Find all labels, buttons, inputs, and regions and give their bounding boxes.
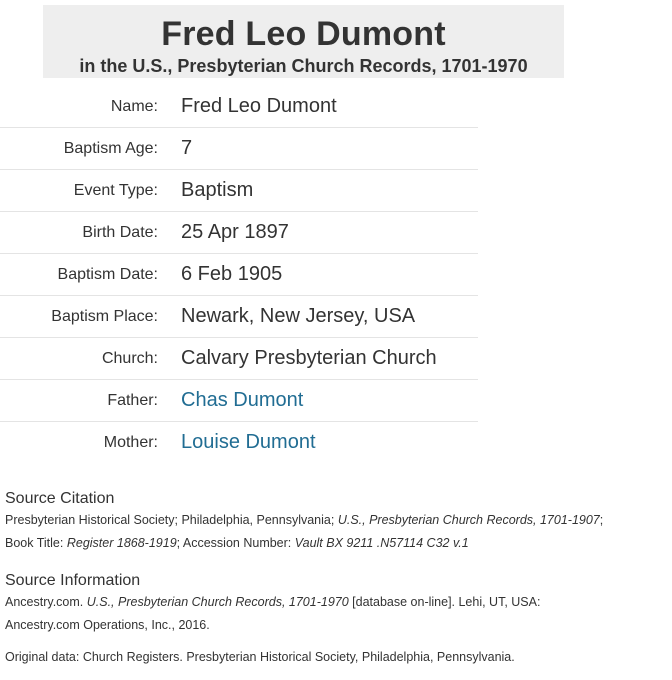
record-title: Fred Leo Dumont [161,15,446,53]
citation-collection-title: U.S., Presbyterian Church Records, 1701-1907 [337,513,600,527]
citation-accession-label: ; Accession Number: [176,536,295,550]
field-row-baptism-age [0,128,478,170]
source-citation-text [5,509,670,555]
source-citation-line-2 [5,532,670,555]
source-information-section [5,571,670,637]
field-label: Church: [0,338,158,380]
field-label: Father: [0,380,158,422]
source-citation-section [5,489,670,555]
field-row-baptism-date [0,254,478,296]
source-citation-line-1 [5,509,670,532]
field-value: 7 [158,128,478,170]
field-row-baptism-place [0,296,478,338]
field-label: Mother: [103,433,158,451]
citation-book-title-label: Book Title: [5,536,67,550]
field-row-church [0,338,478,380]
father-link[interactable]: Chas Dumont [158,380,478,422]
field-value: 25 Apr 1897 [158,212,478,254]
citation-separator: ; [599,513,604,527]
field-label: Name: [0,86,158,128]
field-value: Baptism [158,170,478,212]
mother-link[interactable]: Louise Dumont [181,431,316,453]
citation-accession-number: Vault BX 9211 .N57114 C32 v.1 [294,536,469,550]
record-fields-table [0,86,478,463]
field-value: 6 Feb 1905 [158,254,478,296]
field-row-birth-date [0,212,478,254]
field-label: Birth Date: [0,212,158,254]
field-label: Baptism Age: [0,128,158,170]
field-row-event-type [0,170,478,212]
field-label: Baptism Date: [0,254,158,296]
original-data-section [5,646,670,669]
field-value: Fred Leo Dumont [158,86,478,128]
source-information-text [5,591,670,637]
citation-society: Presbyterian Historical Society; Philadelphia, Pennsylvania; [5,513,338,527]
info-database-details: [database on-line]. Lehi, UT, USA: [348,595,541,609]
info-publisher: Ancestry.com. [5,595,87,609]
field-value: Newark, New Jersey, USA [158,296,478,338]
source-information-line-2: Ancestry.com Operations, Inc., 2016. [5,618,210,632]
record-title-box [43,5,564,78]
record-subtitle: in the U.S., Presbyterian Church Records, 1701-1970 [79,56,528,76]
field-label: Event Type: [0,170,158,212]
source-information-line-1 [5,591,670,614]
field-label: Baptism Place: [0,296,158,338]
info-database-title: U.S., Presbyterian Church Records, 1701-1970 [86,595,349,609]
original-data-text: Original data: Church Registers. Presbyterian Historical Society, Philadelphia, Pennsylvania. [5,650,515,664]
field-row-name [0,86,478,128]
field-row-father [0,380,478,422]
citation-book-title: Register 1868-1919 [66,536,177,550]
source-information-heading: Source Information [5,572,141,589]
source-citation-heading: Source Citation [5,490,115,507]
field-row-mother [0,422,478,464]
field-value: Calvary Presbyterian Church [158,338,478,380]
